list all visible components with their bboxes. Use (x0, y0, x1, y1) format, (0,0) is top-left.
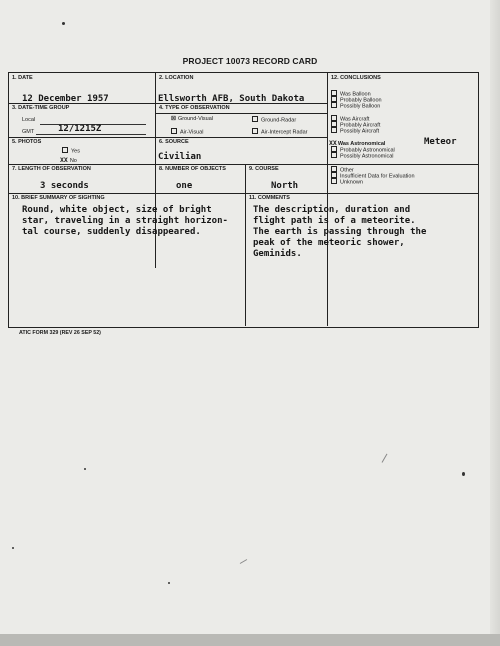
location-label: 2. LOCATION (159, 75, 194, 81)
conclusion-item (331, 127, 379, 135)
date-label: 1. DATE (12, 75, 33, 81)
grid-line (245, 164, 246, 326)
conclusions-label: 12. CONCLUSIONS (331, 75, 381, 81)
scan-edge (490, 0, 500, 646)
option-air-visual (171, 128, 203, 136)
checkbox-icon (171, 128, 177, 134)
checked-box-icon: XX (329, 139, 337, 147)
comments-line: The earth is passing through the (253, 227, 427, 237)
option-air-intercept-radar (252, 128, 307, 136)
conclusion-item (331, 178, 363, 186)
comments-label: 11. COMMENTS (249, 195, 290, 201)
observation-type-label: 4. TYPE OF OBSERVATION (159, 105, 230, 111)
datetime-group-label: 3. DATE-TIME GROUP (12, 105, 70, 111)
scan-speck (62, 22, 65, 25)
conclusion-label: Possibly Aircraft (340, 128, 380, 135)
gmt-value: 12/1215Z (58, 124, 102, 134)
conclusion-label: Other (340, 167, 354, 174)
conclusion-label: Was Astronomical (337, 141, 386, 147)
conclusion-note: Meteor (424, 137, 457, 147)
scan-edge-bottom (0, 634, 500, 646)
option-ground-radar (252, 116, 296, 124)
photos-no (60, 156, 77, 164)
course-value: North (271, 181, 299, 191)
conclusion-label: Was Balloon (340, 91, 371, 98)
conclusion-label: Was Aircraft (340, 116, 370, 123)
num-objects-value: one (176, 181, 193, 191)
gmt-label: GMT (22, 129, 35, 135)
grid-line (327, 72, 328, 326)
length-label: 7. LENGTH OF OBSERVATION (12, 166, 91, 172)
checked-box-icon: XX (60, 156, 68, 164)
photos-yes (62, 147, 80, 155)
grid-line (8, 193, 478, 194)
conclusion-label: Possibly Balloon (340, 103, 381, 110)
conclusion-label: Probably Balloon (340, 97, 382, 104)
summary-line: Round, white object, size of bright (22, 205, 212, 215)
length-value: 3 seconds (40, 181, 89, 191)
checkbox-icon (331, 127, 337, 133)
summary-line: tal course, suddenly disappeared. (22, 227, 201, 237)
source-value: Civilian (158, 152, 202, 162)
checkbox-icon (252, 116, 258, 122)
option-label: Air-Intercept Radar (261, 129, 308, 136)
option-label: Ground-Visual (177, 116, 213, 122)
location-value: Ellsworth AFB, South Dakota (158, 94, 305, 104)
option-label: Air-Visual (180, 129, 204, 136)
photos-yes-label: Yes (71, 148, 80, 155)
source-label: 6. SOURCE (159, 139, 189, 145)
checked-box-icon: ☒ (171, 116, 176, 122)
form-number: ATIC FORM 329 (REV 26 SEP 52) (19, 330, 101, 336)
conclusion-item (331, 102, 380, 110)
conclusion-label: Possibly Astronomical (340, 153, 394, 160)
grid-line (8, 164, 478, 165)
comments-line: The description, duration and (253, 205, 411, 215)
option-label: Ground-Radar (261, 117, 297, 124)
checkbox-icon (331, 178, 337, 184)
comments-text (253, 205, 426, 260)
comments-line: peak of the meteoric shower, (253, 238, 405, 248)
checkbox-icon (62, 147, 68, 153)
grid-line (155, 113, 328, 114)
gmt-line (36, 134, 146, 135)
summary-text (22, 205, 228, 238)
grid-line (8, 137, 328, 138)
num-objects-label: 8. NUMBER OF OBJECTS (159, 166, 226, 172)
conclusion-label: Probably Aircraft (340, 122, 381, 129)
scan-speck (168, 582, 170, 584)
summary-label: 10. BRIEF SUMMARY OF SIGHTING (12, 195, 105, 201)
checkbox-icon (252, 128, 258, 134)
summary-line: star, traveling in a straight horizon- (22, 216, 228, 226)
conclusion-label: Probably Astronomical (340, 147, 395, 154)
comments-line: flight path is of a meteorite. (253, 216, 416, 226)
photos-label: 5. PHOTOS (12, 139, 42, 145)
option-ground-visual (171, 116, 213, 122)
scan-speck (12, 547, 14, 549)
scan-speck (84, 468, 86, 470)
photos-no-label: No (69, 158, 77, 164)
comments-line: Geminids. (253, 249, 302, 259)
conclusion-item (331, 152, 394, 160)
grid-line (155, 72, 156, 268)
conclusion-label: Unknown (340, 179, 363, 186)
date-value: 12 December 1957 (22, 94, 109, 104)
checkbox-icon (331, 102, 337, 108)
checkbox-icon (331, 152, 337, 158)
conclusion-label: Insufficient Data for Evaluation (340, 173, 415, 180)
page-title: PROJECT 10073 RECORD CARD (182, 56, 318, 66)
scan-speck (462, 472, 465, 476)
course-label: 9. COURSE (249, 166, 279, 172)
local-time-label: Local (22, 117, 36, 123)
